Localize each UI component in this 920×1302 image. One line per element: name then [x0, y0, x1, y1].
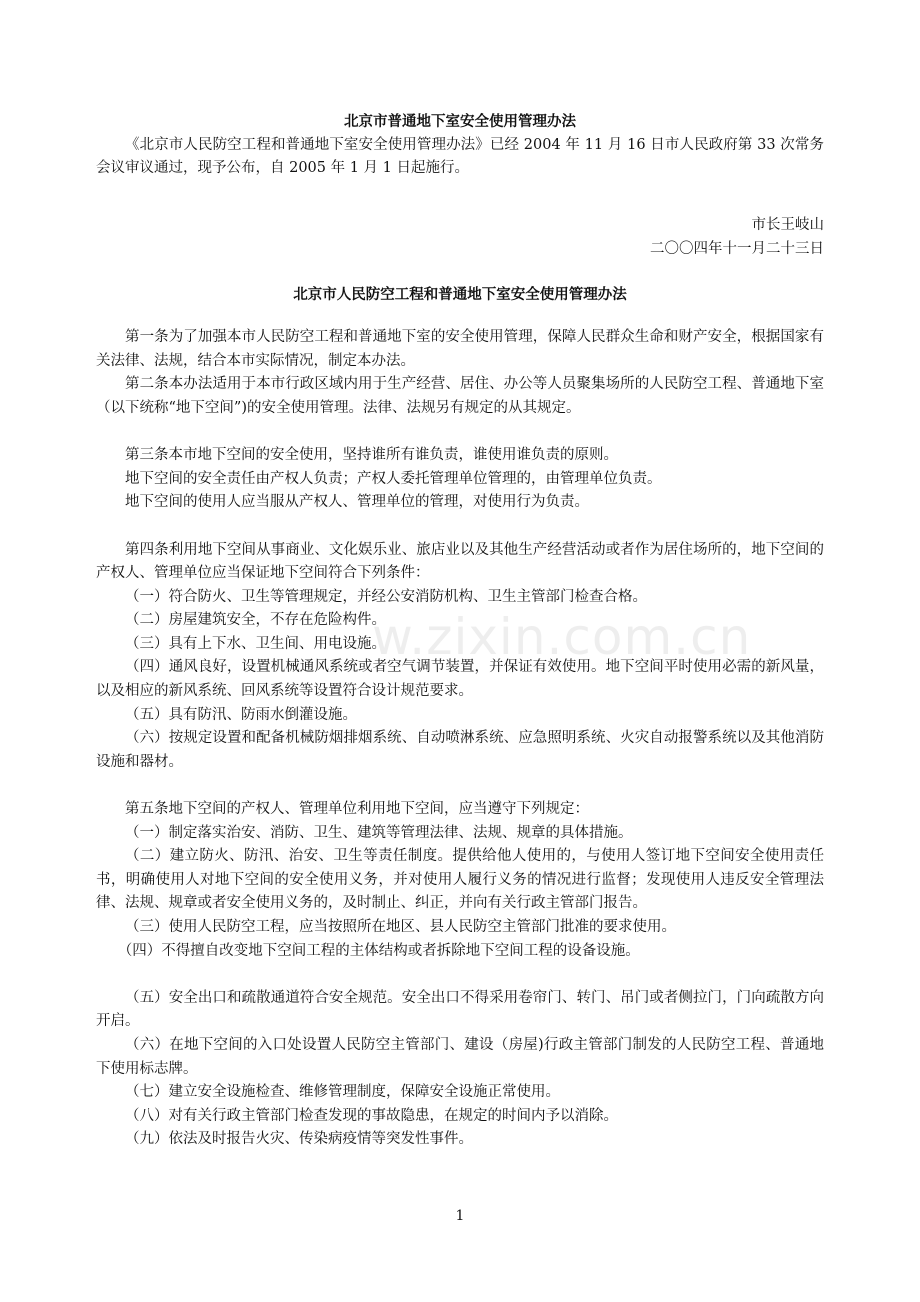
article-5-item: （七）建立安全设施检查、维修管理制度，保障安全设施正常使用。: [125, 1084, 560, 1101]
article-5-item: （六）在地下空间的入口处设置人民防空主管部门、建设（房屋)行政主管部门制发的人民防空工程、普通地下使用标志牌。: [96, 1036, 824, 1077]
article-5-item: （二）建立防火、防汛、治安、卫生等责任制度。提供给他人使用的，与使用人签订地下空间安全使用责任书，明确使用人对地下空间的安全使用义务，并对使用人履行义务的情况进行监督；发现使用人违反安全管理法律、法规、规章或者安全使用义务的，及时制止、纠正，并向有关行政主管部门报告。: [96, 848, 824, 912]
watermark: w.zixin.com.cn: [372, 608, 752, 666]
article-1: 第一条为了加强本市人民防空工程和普通地下室的安全使用管理，保障人民群众生命和财产安全，根据国家有关法律、法规，结合本市实际情况，制定本办法。: [96, 329, 824, 369]
document-title: 北京市普通地下室安全使用管理办法: [344, 113, 576, 130]
article-3-para-3: 地下空间的使用人应当服从产权人、管理单位的管理，对使用行为负责。: [125, 494, 589, 511]
article-5-item: （九）依法及时报告火灾、传染病疫情等突发性事件。: [125, 1131, 473, 1148]
article-5: 第五条地下空间的产权人、管理单位利用地下空间，应当遵守下列规定：: [125, 801, 589, 818]
article-5-item: （三）使用人民防空工程，应当按照所在地区、县人民防空主管部门批准的要求使用。: [125, 919, 676, 935]
article-2: 第二条本办法适用于本市行政区域内用于生产经营、居住、办公等人员聚集场所的人民防空工程、普通地下室（以下统称“地下空间”)的安全使用管理。法律、法规另有规定的从其规定。: [96, 376, 824, 416]
article-3-para-2: 地下空间的安全责任由产权人负责；产权人委托管理单位管理的，由管理单位负责。: [125, 470, 662, 487]
article-5-item: （四）不得擅自改变地下空间工程的主体结构或者拆除地下空间工程的设备设施。: [117, 942, 640, 959]
article-5-item: （五）安全出口和疏散通道符合安全规范。安全出口不得采用卷帘门、转门、吊门或者侧拉门，门向疏散方向开启。: [96, 989, 824, 1030]
article-4-item: （四）通风良好，设置机械通风系统或者空气调节装置，并保证有效使用。地下空间平时使用必需的新风量，以及相应的新风系统、回风系统等设置符合设计规范要求。: [96, 659, 824, 700]
article-4-item: （一）符合防火、卫生等管理规定，并经公安消防机构、卫生主管部门检查合格。: [125, 588, 647, 605]
intro-paragraph: 《北京市人民防空工程和普通地下室安全使用管理办法》已经 2004 年 11 月 16 日市人民政府第 33 次常务会议审议通过，现予公布，自 2005 年 1 月 1 日起施行。: [96, 136, 824, 177]
sign-date: 二〇〇四年十一月二十三日: [650, 240, 824, 257]
article-5-item: （一）制定落实治安、消防、卫生、建筑等管理法律、法规、规章的具体措施。: [125, 824, 633, 841]
article-4-item: （五）具有防汛、防雨水倒灌设施。: [125, 706, 357, 723]
page-number: 1: [455, 1208, 465, 1224]
signer: 市长王岐山: [751, 217, 824, 234]
regulation-title: 北京市人民防空工程和普通地下室安全使用管理办法: [293, 285, 627, 303]
article-3: 第三条本市地下空间的安全使用，坚持谁所有谁负责，谁使用谁负责的原则。: [125, 447, 618, 464]
article-5-item: （八）对有关行政主管部门检查发现的事故隐患，在规定的时间内予以消除。: [125, 1107, 618, 1124]
article-4-item: （三）具有上下水、卫生间、用电设施。: [125, 635, 386, 652]
article-4-item: （六）按规定设置和配备机械防烟排烟系统、自动喷淋系统、应急照明系统、火灾自动报警系统以及其他消防设施和器材。: [96, 730, 824, 770]
document-body: [96, 110, 824, 1152]
article-4-item: （二）房屋建筑安全，不存在危险构件。: [125, 612, 386, 629]
article-4: 第四条利用地下空间从事商业、文化娱乐业、旅店业以及其他生产经营活动或者作为居住场所的，地下空间的产权人、管理单位应当保证地下空间符合下列条件：: [96, 541, 824, 582]
